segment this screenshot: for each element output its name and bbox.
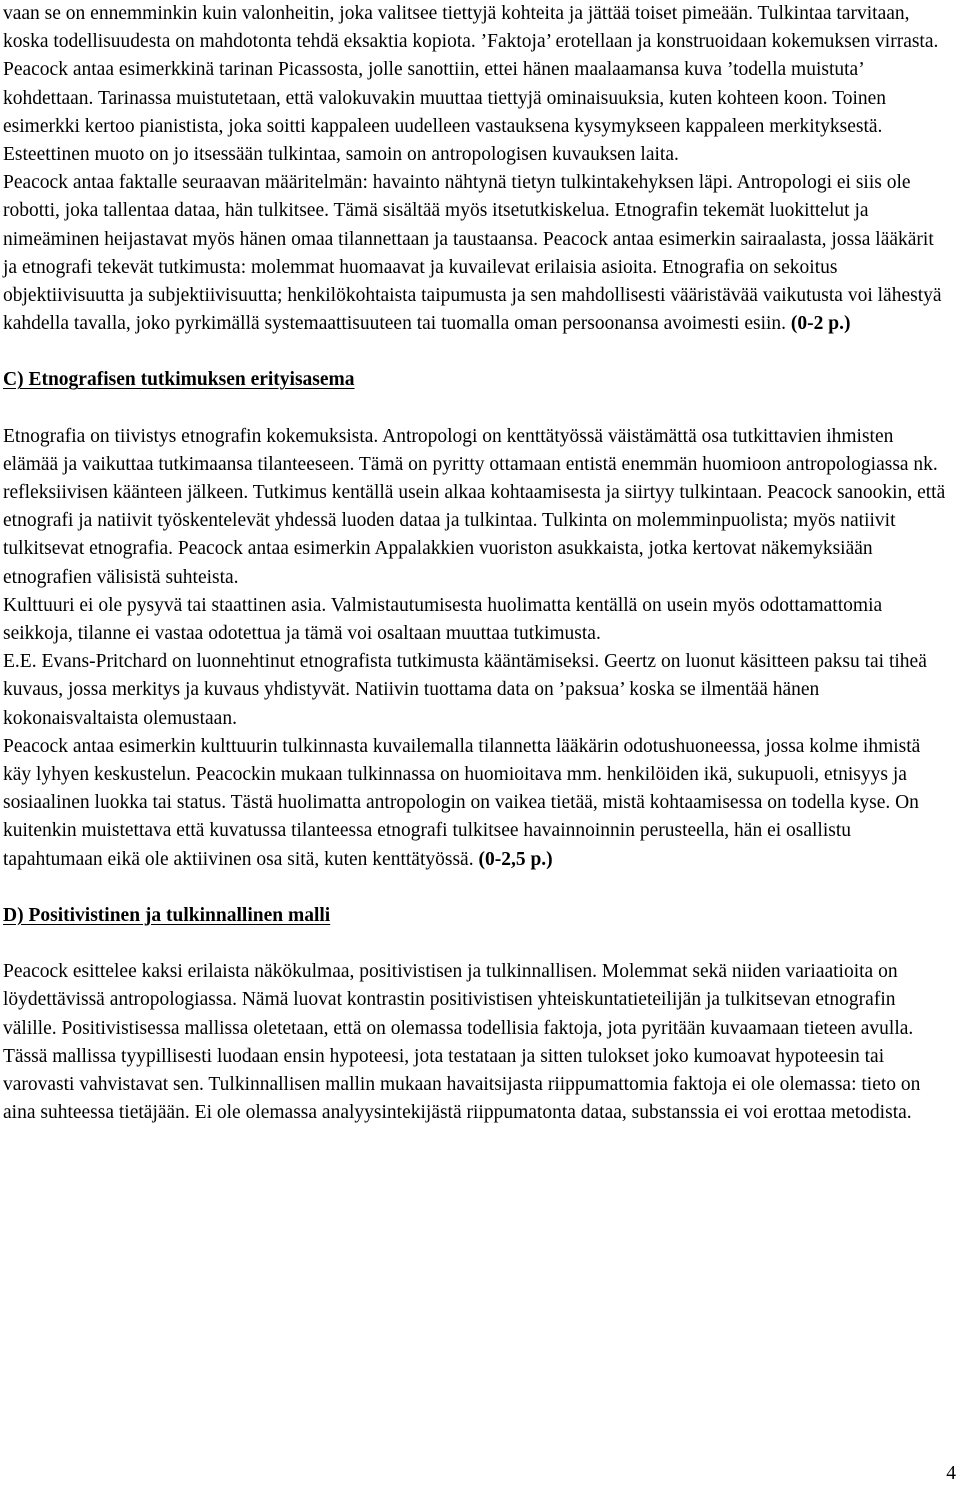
paragraph: Peacock esittelee kaksi erilaista näkökulmaa, positivistisen ja tulkinnallisen. Molemmat sekä niiden variaatioita on löydettävissä antropologiassa. Nämä luovat kontrastin positivistisen yhteiskuntatieteilijän ja tulkitsevan etnografin välille. Positivistisessa mallissa oletetaan, että on olemassa todellisia faktoja, jota pyritään kuvaamaan tieteen avulla. Tässä mallissa tyypillisesti luodaan ensin hypoteesi, jota testataan ja sitten tulokset joko kumoavat hypoteesin tai varovasti vahvistavat sen. Tulkinnallisen mallin mukaan havaitsijasta riippumattomia faktoja ei ole olemassa: tieto on aina suhteessa tietäjään. Ei ole olemassa analyysintekijästä riippumatonta dataa, substanssia ei voi erottaa metodista. (3, 961, 921, 1124)
paragraph-text: Peacock antaa faktalle seuraavan määritelmän: havainto nähtynä tietyn tulkintakehyksen läpi. Antropologi ei siis ole robotti, joka tallentaa dataa, hän tulkitsee. Tämä sisältää myös itsetutkiskelua. Etnografin tekemät luokittelut ja nimeäminen heijastavat myös hänen omaa tilannettaan ja taustaansa. Peacock antaa esimerkin sairaalasta, jossa lääkärit ja etnografi tekevät tutkimusta: molemmat huomaavat ja kuvailevat erilaisia asioita. Etnografia on sekoitus objektiivisuutta ja subjektiivisuutta; henkilökohtaista taipumusta ja sen mahdollisesti vääristävää vaikutusta voi lähestyä kahdella tavalla, joko pyrkimällä systemaattisuuteen tai tuomalla oman persoonansa avoimesti esiin. (3, 172, 942, 335)
paragraph: E.E. Evans-Pritchard on luonnehtinut etnografista tutkimusta kääntämiseksi. Geertz on luonut käsitteen paksu tai tiheä kuvaus, jossa merkitys ja kuvaus yhdistyvät. Natiivin tuottama data on ’paksua’ koska se ilmentää hänen kokonaisvaltaista olemustaan. (3, 651, 927, 729)
paragraph: vaan se on ennemminkin kuin valonheitin, joka valitsee tiettyjä kohteita ja jättää toiset pimeään. Tulkintaa tarvitaan, koska todellisuudesta on mahdotonta tehdä eksaktia kopiota. ’Faktoja’ erotellaan ja konstruoidaan kokemuksen virrasta. (3, 3, 939, 53)
paragraph (3, 733, 948, 874)
score-label: (0-2 p.) (790, 313, 851, 335)
paragraph: Etnografia on tiivistys etnografin kokemuksista. Antropologi on kenttätyössä väistämättä osa tutkittavien ihmisten elämää ja vaikuttaa tutkimaansa tilanteeseen. Tämä on pyritty ottamaan entistä enemmän huomioon antropologiassa nk. refleksiivisen käänteen jälkeen. Tutkimus kentällä usein alkaa kohtaamisesta ja siirtyy tulkintaan. Peacock sanookin, että etnografi ja natiivit työskentelevät yhdessä luoden dataa ja tulkintaa. Tulkinta on molemminpuolista; myös natiivit tulkitsevat etnografia. Peacock antaa esimerkin Appalakkien vuoriston asukkaista, jotka kertovat näkemyksiään etnografien välisistä suhteista. (3, 425, 946, 588)
section-heading-c: C) Etnografisen tutkimuksen erityisasema (3, 369, 355, 391)
page-number: 4 (946, 1463, 956, 1484)
paragraph: Peacock antaa esimerkkinä tarinan Picassosta, jolle sanottiin, ettei hänen maalaamansa kuva ’todella muistuta’ kohdettaan. Tarinassa muistutetaan, että valokuvakin muuttaa tiettyjä ominaisuuksia, kuten kohteen koon. Toinen esimerkki kertoo pianistista, joka soitti kappaleen uudelleen vastauksena kysymykseen kappaleen merkityksestä. Esteettinen muoto on jo itsessään tulkintaa, samoin on antropologisen kuvauksen laita. (3, 59, 887, 166)
document-page (3, 0, 948, 1127)
paragraph: Kulttuuri ei ole pysyvä tai staattinen asia. Valmistautumisesta huolimatta kentällä on usein myös odottamattomia seikkoja, tilanne ei vastaa odotettua ja tämä voi osaltaan muuttaa tutkimusta. (3, 594, 883, 645)
section-heading-d: D) Positivistinen ja tulkinnallinen malli (3, 904, 331, 926)
paragraph (3, 169, 948, 338)
score-label: (0-2,5 p.) (478, 848, 553, 870)
paragraph-text: Peacock antaa esimerkin kulttuurin tulkinnasta kuvailemalla tilannetta lääkärin odotushuoneessa, jossa kolme ihmistä käy lyhyen keskustelun. Peacockin mukaan tulkinnassa on huomioitava mm. henkilöiden ikä, sukupuoli, etnisyys ja sosiaalinen luokka tai status. Tästä huolimatta antropologin on vaikea tietää, mistä kohtaamisessa on todella kyse. On kuitenkin muistettava että kuvatussa tilanteessa etnografi tulkitsee havainnoinnin perusteella, hän ei osallistu tapahtumaan eikä ole aktiivinen osa sitä, kuten kenttätyössä. (3, 735, 921, 870)
